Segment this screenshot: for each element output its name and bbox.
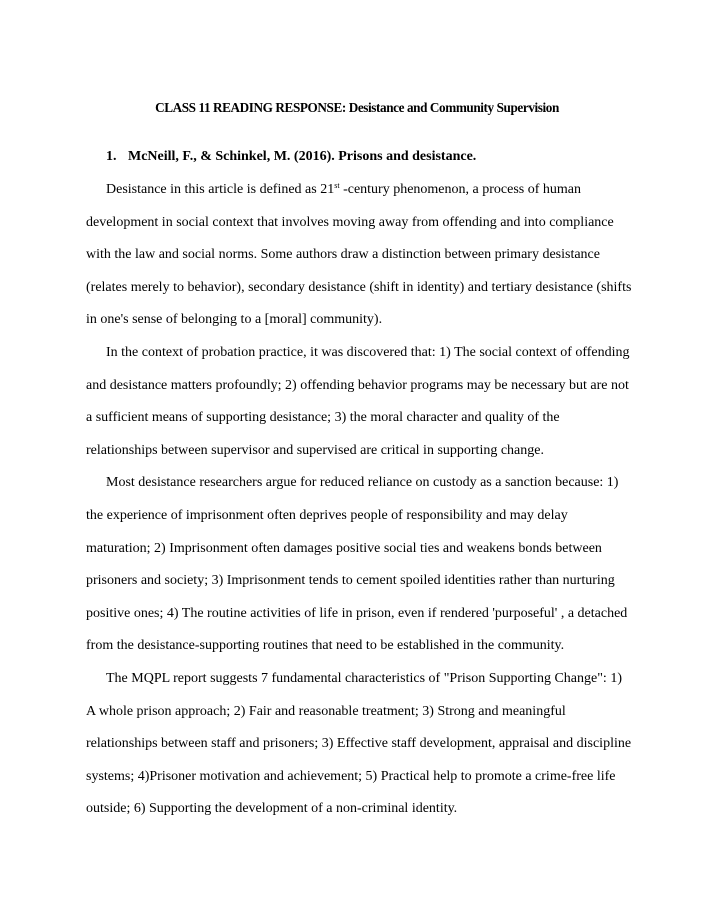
paragraph-line: with the law and social norms. Some authors draw a distinction between primary desistance — [86, 247, 600, 263]
section-citation: McNeill, F., & Schinkel, M. (2016). Prisons and desistance. — [128, 149, 477, 164]
paragraph-line: Most desistance researchers argue for reduced reliance on custody as a sanction because: 1) — [106, 475, 619, 491]
paragraph-line: a sufficient means of supporting desistance; 3) the moral character and quality of the — [86, 410, 560, 426]
paragraph-line: The MQPL report suggests 7 fundamental characteristics of "Prison Supporting Change": 1) — [106, 670, 622, 686]
paragraph-line: relationships between supervisor and supervised are critical in supporting change. — [86, 442, 544, 458]
paragraph-line: relationships between staff and prisoners; 3) Effective staff development, appraisal and discipline — [86, 736, 632, 752]
paragraph-line: in one's sense of belonging to a [moral] community). — [86, 312, 383, 328]
paragraph-line — [86, 180, 646, 213]
paragraph-line: (relates merely to behavior), secondary desistance (shift in identity) and tertiary desistance (shifts — [86, 279, 632, 295]
paragraph-line: and desistance matters profoundly; 2) offending behavior programs may be necessary but are not — [86, 377, 629, 393]
paragraph-line: systems; 4)Prisoner motivation and achievement; 5) Practical help to promote a crime-free life — [86, 768, 616, 784]
paragraph-line: positive ones; 4) The routine activities of life in prison, even if rendered 'purposeful' , a detached — [86, 605, 628, 621]
paragraph-line: A whole prison approach; 2) Fair and reasonable treatment; 3) Strong and meaningful — [86, 703, 566, 719]
section-number: 1. — [106, 149, 117, 164]
section-heading — [106, 147, 476, 167]
paragraph-line: outside; 6) Supporting the development of a non-criminal identity. — [86, 801, 458, 817]
line-text: -century phenomenon, a process of human — [339, 182, 581, 197]
paragraph-line: maturation; 2) Imprisonment often damages positive social ties and weakens bonds between — [86, 540, 602, 556]
paragraph-line: development in social context that involves moving away from offending and into compliance — [86, 214, 614, 230]
paragraph-line: In the context of probation practice, it was discovered that: 1) The social context of offending — [106, 344, 630, 360]
paragraph-line: from the desistance-supporting routines that need to be established in the community. — [86, 638, 565, 654]
paragraph-line: prisoners and society; 3) Imprisonment tends to cement spoiled identities rather than nurturing — [86, 573, 615, 589]
line-text: Desistance in this article is defined as 21 — [106, 182, 335, 197]
body-text — [86, 180, 646, 832]
paragraph-line: the experience of imprisonment often deprives people of responsibility and may delay — [86, 507, 568, 523]
document-title: CLASS 11 READING RESPONSE: Desistance and Community Supervision — [155, 100, 559, 115]
ordinal-superscript: st — [334, 181, 340, 190]
